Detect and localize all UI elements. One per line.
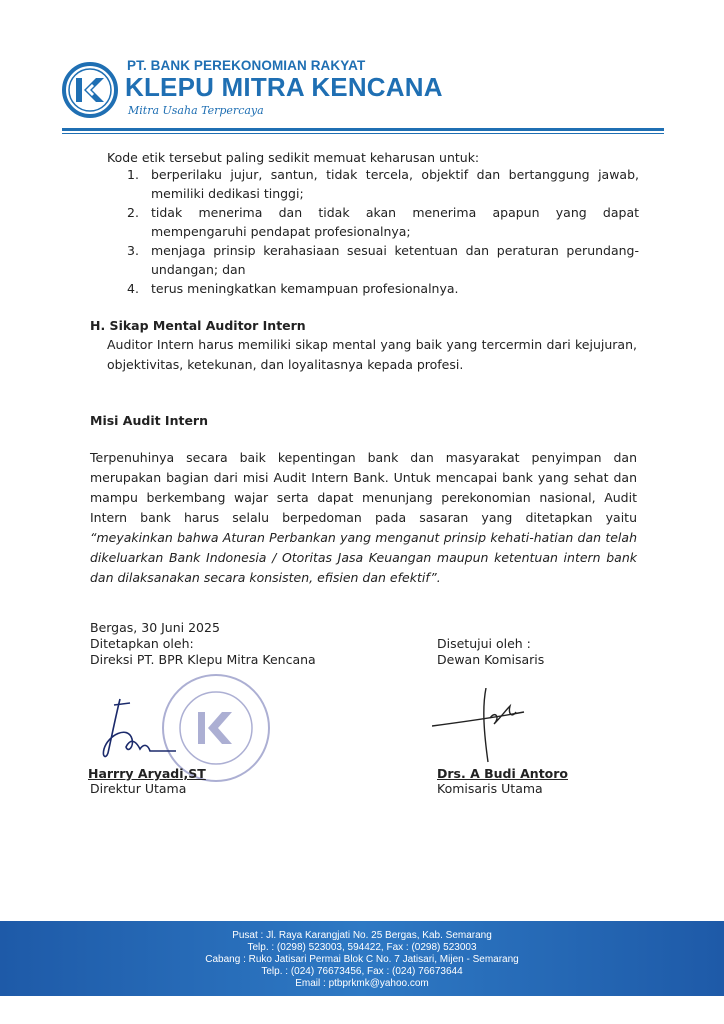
section-heading-misi: Misi Audit Intern	[90, 413, 208, 428]
left-signer-org: Direksi PT. BPR Klepu Mitra Kencana	[90, 652, 316, 667]
left-signer-label: Ditetapkan oleh:	[90, 636, 194, 651]
list-item-text: menjaga prinsip kerahasiaan sesuai ketentuan dan peraturan perundang-undangan; dan	[151, 243, 639, 277]
right-signer-label: Disetujui oleh :	[437, 636, 531, 651]
list-item	[127, 203, 639, 241]
footer-phone-head-office: Telp. : (0298) 523003, 594422, Fax : (0298) 523003	[247, 942, 477, 953]
company-tagline: Mitra Usaha Terpercaya	[128, 104, 264, 117]
section-paragraph-misi	[90, 448, 637, 588]
list-item-number: 3.	[127, 243, 139, 258]
list-item	[127, 241, 639, 279]
header-rule	[62, 128, 664, 131]
section-paragraph-sikap-mental: Auditor Intern harus memiliki sikap mental yang baik yang tercermin dari kejujuran, objektivitas, ketekunan, dan loyalitasnya kepada profesi.	[107, 337, 637, 372]
intro-text: Kode etik tersebut paling sedikit memuat keharusan untuk:	[107, 150, 480, 165]
company-header-line: PT. BANK PEREKONOMIAN RAKYAT	[127, 58, 366, 73]
list-item-number: 2.	[127, 205, 139, 220]
header-rule-thin	[62, 133, 664, 134]
signature-date: Bergas, 30 Juni 2025	[90, 620, 220, 635]
right-signer-org: Dewan Komisaris	[437, 652, 545, 667]
footer-address-head-office: Pusat : Jl. Raya Karangjati No. 25 Bergas, Kab. Semarang	[232, 930, 492, 941]
footer-address-branch: Cabang : Ruko Jatisari Permai Blok C No. 7 Jatisari, Mijen - Semarang	[205, 954, 519, 965]
director-signature-icon	[98, 695, 178, 765]
section-heading-sikap-mental: H. Sikap Mental Auditor Intern	[90, 318, 306, 333]
commissioner-name: Drs. A Budi Antoro	[437, 766, 569, 781]
list-item-number: 4.	[127, 281, 139, 296]
list-item-text: tidak menerima dan tidak akan menerima apapun yang dapat mempengaruhi pendapat profesionalnya;	[151, 205, 639, 239]
misi-text-normal: Terpenuhinya secara baik kepentingan bank dan masyarakat penyimpan dan merupakan bagian dari misi Audit Intern Bank. Untuk mencapai bank yang sehat dan mampu berkembang wajar serta dapat menunjang perekonomian nasional, Audit Intern bank harus selalu berpedoman pada sasaran yang ditetapkan yaitu	[90, 450, 637, 525]
misi-text-italic: “meyakinkan bahwa Aturan Perbankan yang menganut prinsip kehati-hatian dan telah dikeluarkan Bank Indonesia / Otoritas Jasa Keuangan maupun ketentuan intern bank dan dilaksanakan secara konsisten, efisien dan efektif”.	[90, 530, 637, 585]
company-logo-icon	[62, 62, 118, 118]
list-item	[127, 165, 639, 203]
list-item-text: berperilaku jujur, santun, tidak tercela, objektif dan bertanggung jawab, memiliki dedikasi tinggi;	[151, 167, 639, 201]
director-role: Direktur Utama	[90, 781, 187, 796]
list-item-number: 1.	[127, 167, 139, 182]
footer-phone-branch: Telp. : (024) 76673456, Fax : (024) 76673644	[261, 966, 463, 977]
list-item-text: terus meningkatkan kemampuan profesionalnya.	[151, 281, 459, 296]
commissioner-role: Komisaris Utama	[437, 781, 543, 796]
company-name: KLEPU MITRA KENCANA	[125, 72, 443, 102]
code-of-ethics-list	[127, 165, 639, 298]
director-name: Harrry Aryadi,ST	[88, 766, 206, 781]
footer-email: Email : ptbprkmk@yahoo.com	[295, 978, 429, 989]
commissioner-signature-icon	[432, 688, 532, 763]
list-item	[127, 279, 639, 298]
